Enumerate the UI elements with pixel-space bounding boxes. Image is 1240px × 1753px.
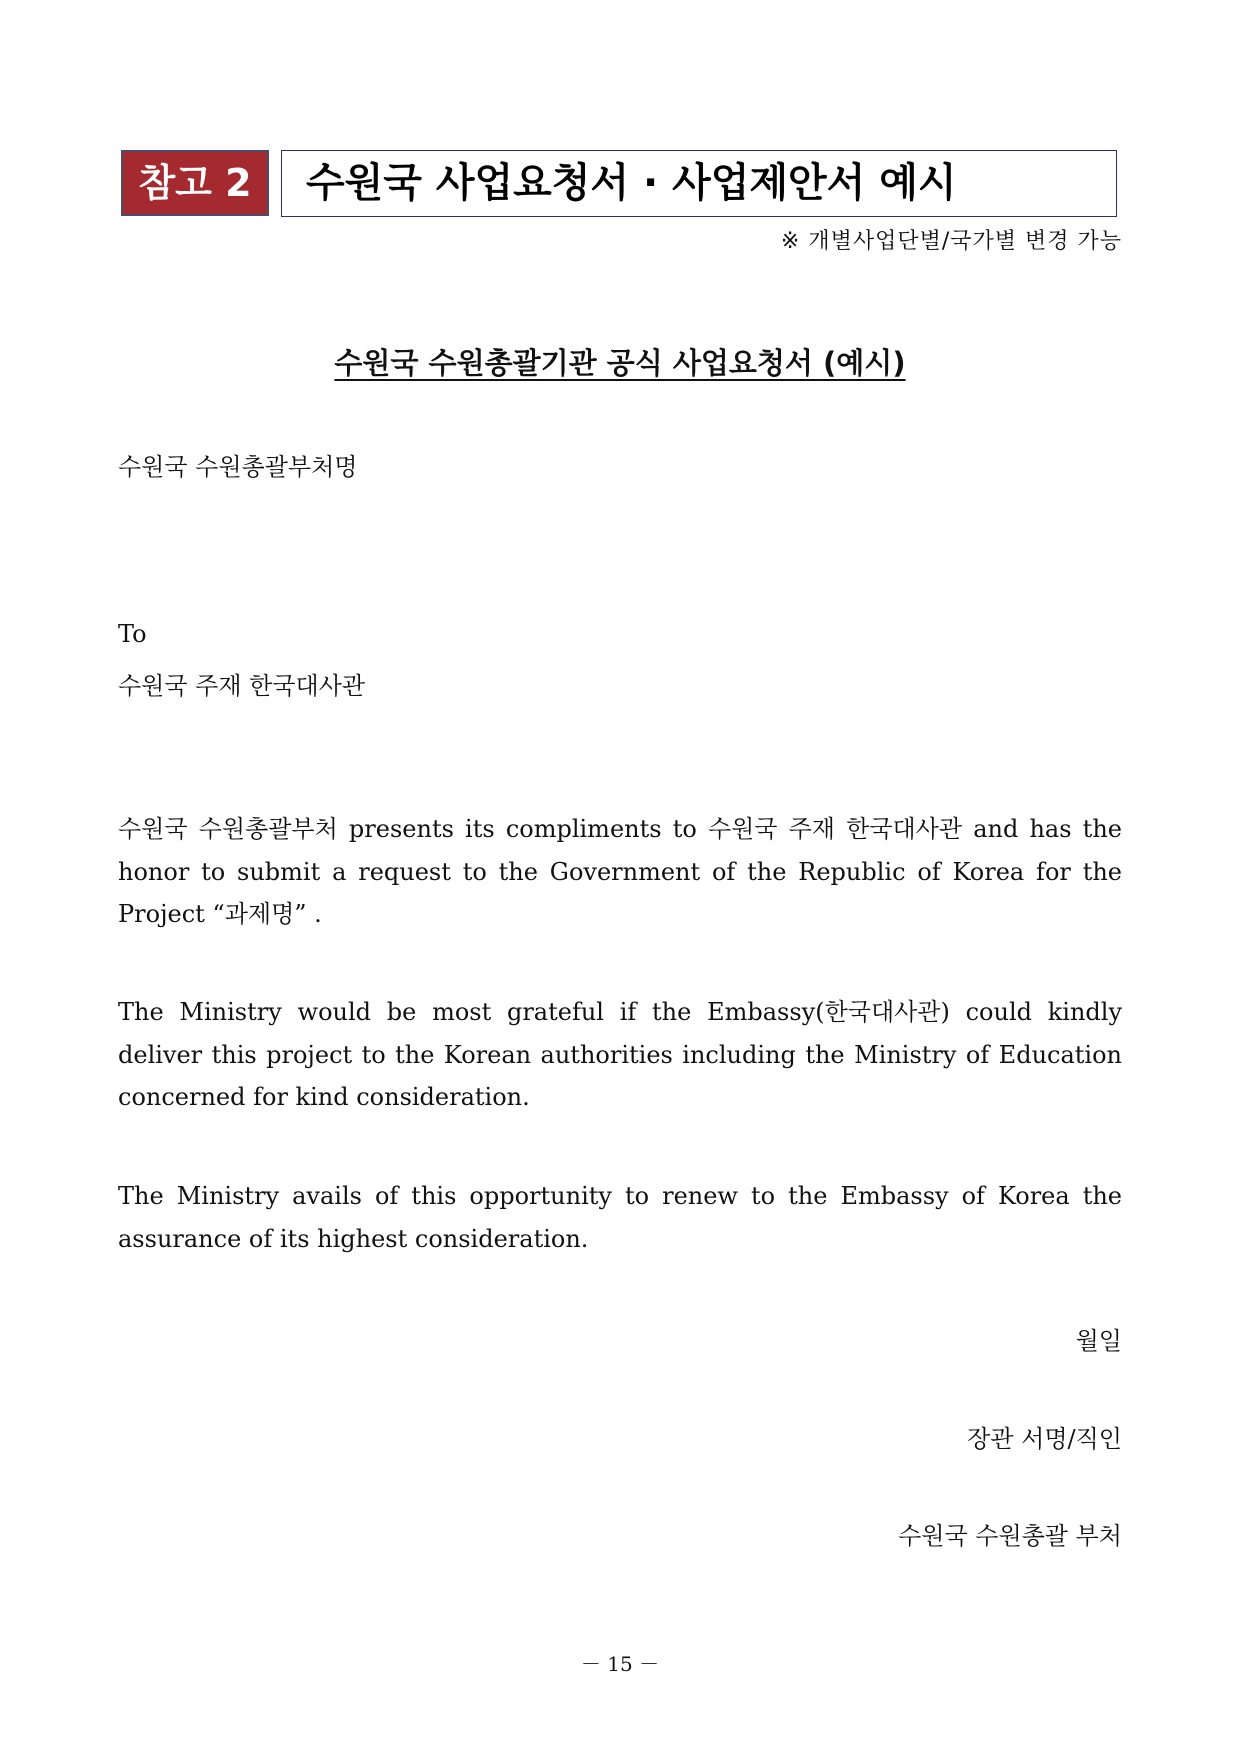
variation-note: ※ 개별사업단별/국가별 변경 가능 (780, 229, 1122, 254)
sender-line: 수원국 수원총괄부처명 (118, 453, 358, 481)
document-title-wrapper (0, 341, 1240, 382)
to-label: To (118, 620, 147, 648)
reference-badge: 참고 2 (121, 150, 269, 216)
page-number: － 15 － (580, 1652, 660, 1676)
body-paragraph-3: The Ministry avails of this opportunity to renew to the Embassy of Korea the assurance of its highest consideration. (118, 1182, 1122, 1253)
ministry-line: 수원국 수원총괄 부처 (898, 1522, 1122, 1550)
body-paragraph-1: 수원국 수원총괄부처 presents its compliments to 수원국 주재 한국대사관 and has the honor to submit a request to the Government of the Republic of Korea for the Project “과제명” . (118, 815, 1122, 928)
section-title: 수원국 사업요청서 · 사업제안서 예시 (281, 150, 1117, 217)
date-line: 월일 (1075, 1327, 1122, 1355)
body-paragraph-2: The Ministry would be most grateful if the Embassy(한국대사관) could kindly deliver this project to the Korean authorities including the Ministry of Education concerned for kind consideration. (118, 998, 1122, 1111)
recipient-line: 수원국 주재 한국대사관 (118, 672, 366, 700)
document-title: 수원국 수원총괄기관 공식 사업요청서 (예시) (334, 346, 906, 380)
signature-line: 장관 서명/직인 (967, 1425, 1122, 1453)
